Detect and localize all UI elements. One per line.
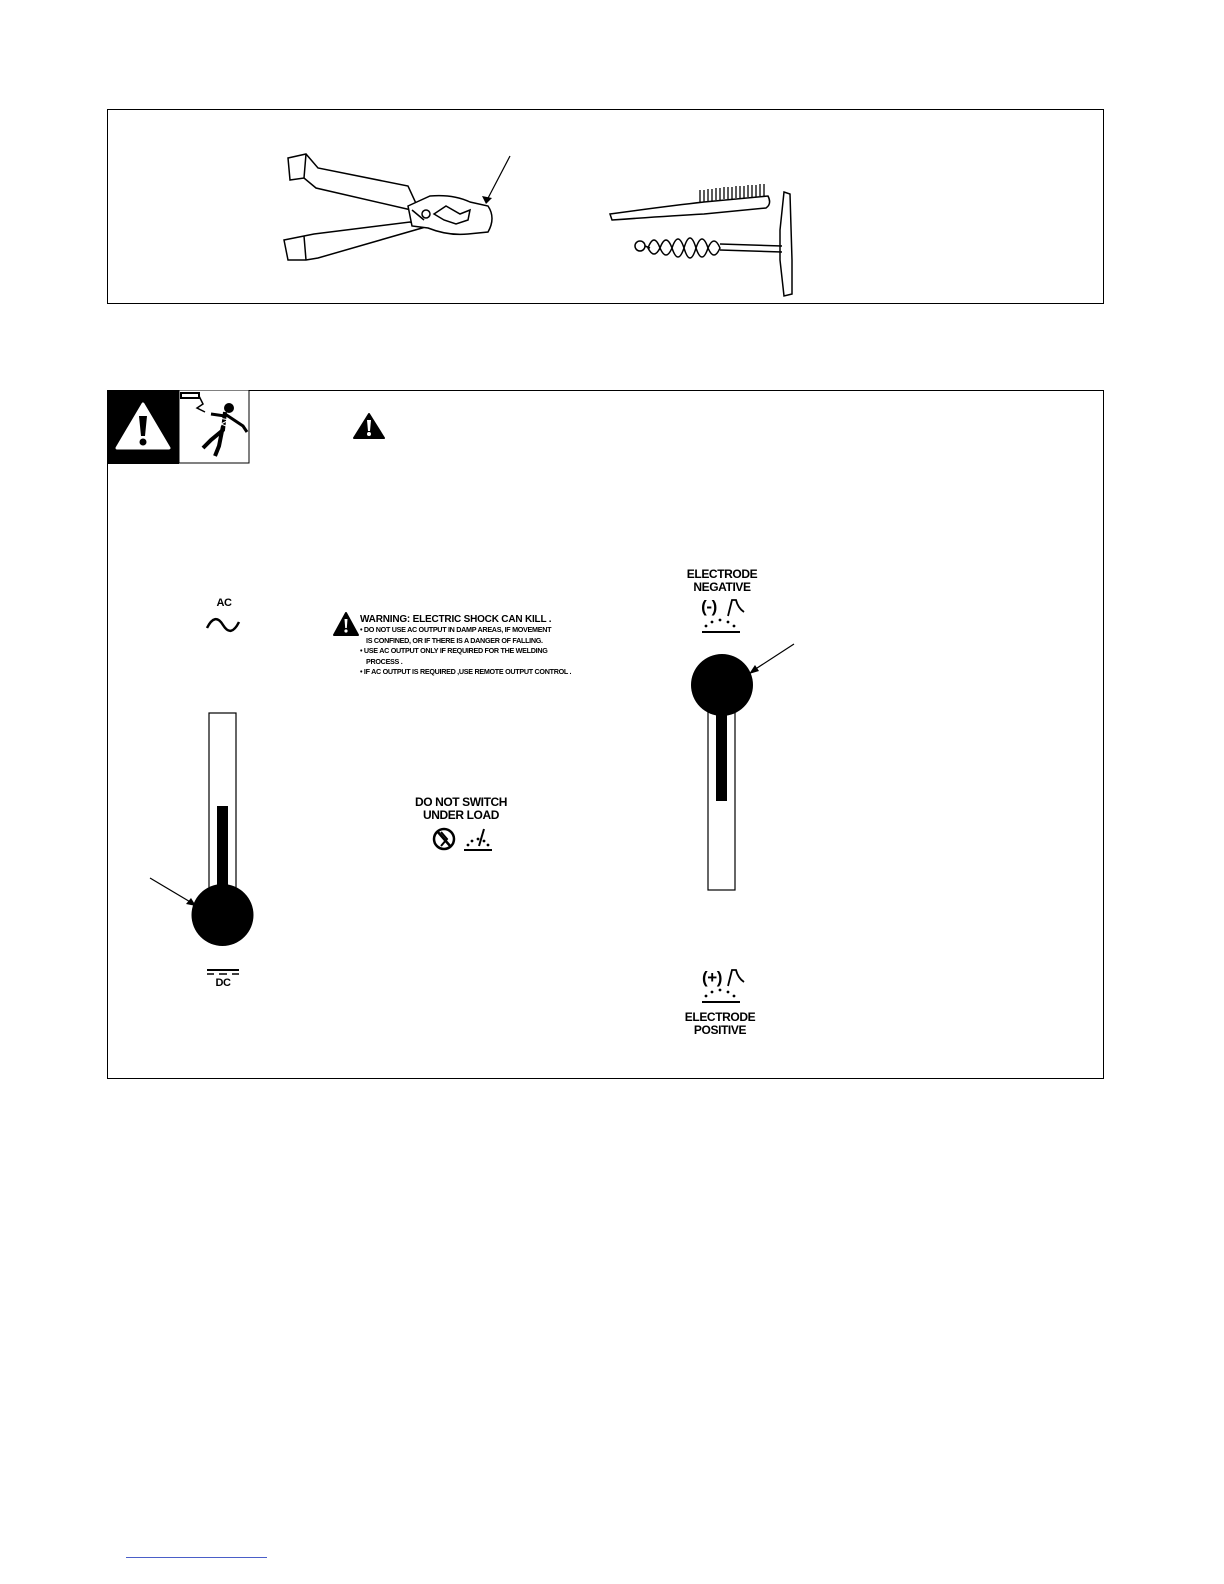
wire-brush-icon [610, 184, 770, 220]
leader-arrow-right [746, 642, 796, 676]
footer-link[interactable] [126, 1557, 267, 1558]
switch-knob [192, 884, 254, 946]
warning-decal-triangle-icon [332, 611, 360, 637]
dc-label: DC [215, 977, 231, 989]
warning-item: • IF AC OUTPUT IS REQUIRED ,USE REMOTE OUTPUT CONTROL . [360, 667, 572, 676]
electrode-positive-line1: ELECTRODE [684, 1010, 756, 1024]
electrode-negative-line1: ELECTRODE [686, 567, 758, 581]
switch-warning-line2: UNDER LOAD [423, 808, 499, 822]
selector-switch-right [686, 650, 758, 895]
dc-symbol-icon [206, 968, 240, 976]
negative-symbol: (-) [701, 597, 717, 616]
leader-arrow-left [148, 876, 200, 910]
tools-illustration [108, 110, 1105, 305]
warning-item: • DO NOT USE AC OUTPUT IN DAMP AREAS, IF MOVEMENT [360, 625, 552, 634]
safety-header [107, 390, 250, 464]
work-clamp-icon [284, 154, 510, 260]
switch-warning-line1: DO NOT SWITCH [414, 795, 508, 809]
tools-illustration-panel [107, 109, 1104, 304]
electrode-negative-icon [700, 596, 748, 636]
warning-item: PROCESS . [366, 656, 403, 666]
positive-symbol: (+) [701, 968, 723, 987]
electrode-positive-icon [700, 966, 748, 1006]
warning-item: • USE AC OUTPUT ONLY IF REQUIRED FOR THE WELDING [360, 646, 548, 655]
electrode-positive-line2: POSITIVE [693, 1023, 747, 1037]
ac-label: AC [216, 597, 232, 609]
no-switch-under-load-icon [432, 826, 494, 854]
electrode-negative-line2: NEGATIVE [693, 580, 751, 594]
safety-symbols [107, 390, 250, 464]
warning-title: WARNING: ELECTRIC SHOCK CAN KILL . [360, 614, 552, 625]
ac-sine-icon [205, 614, 241, 636]
warning-triangle-icon [352, 412, 386, 440]
ac-warning-text [360, 615, 620, 678]
switch-knob [691, 654, 753, 716]
selector-switch-left [188, 710, 258, 950]
warning-item: IS CONFINED, OR IF THERE IS A DANGER OF FALLING. [366, 635, 543, 645]
